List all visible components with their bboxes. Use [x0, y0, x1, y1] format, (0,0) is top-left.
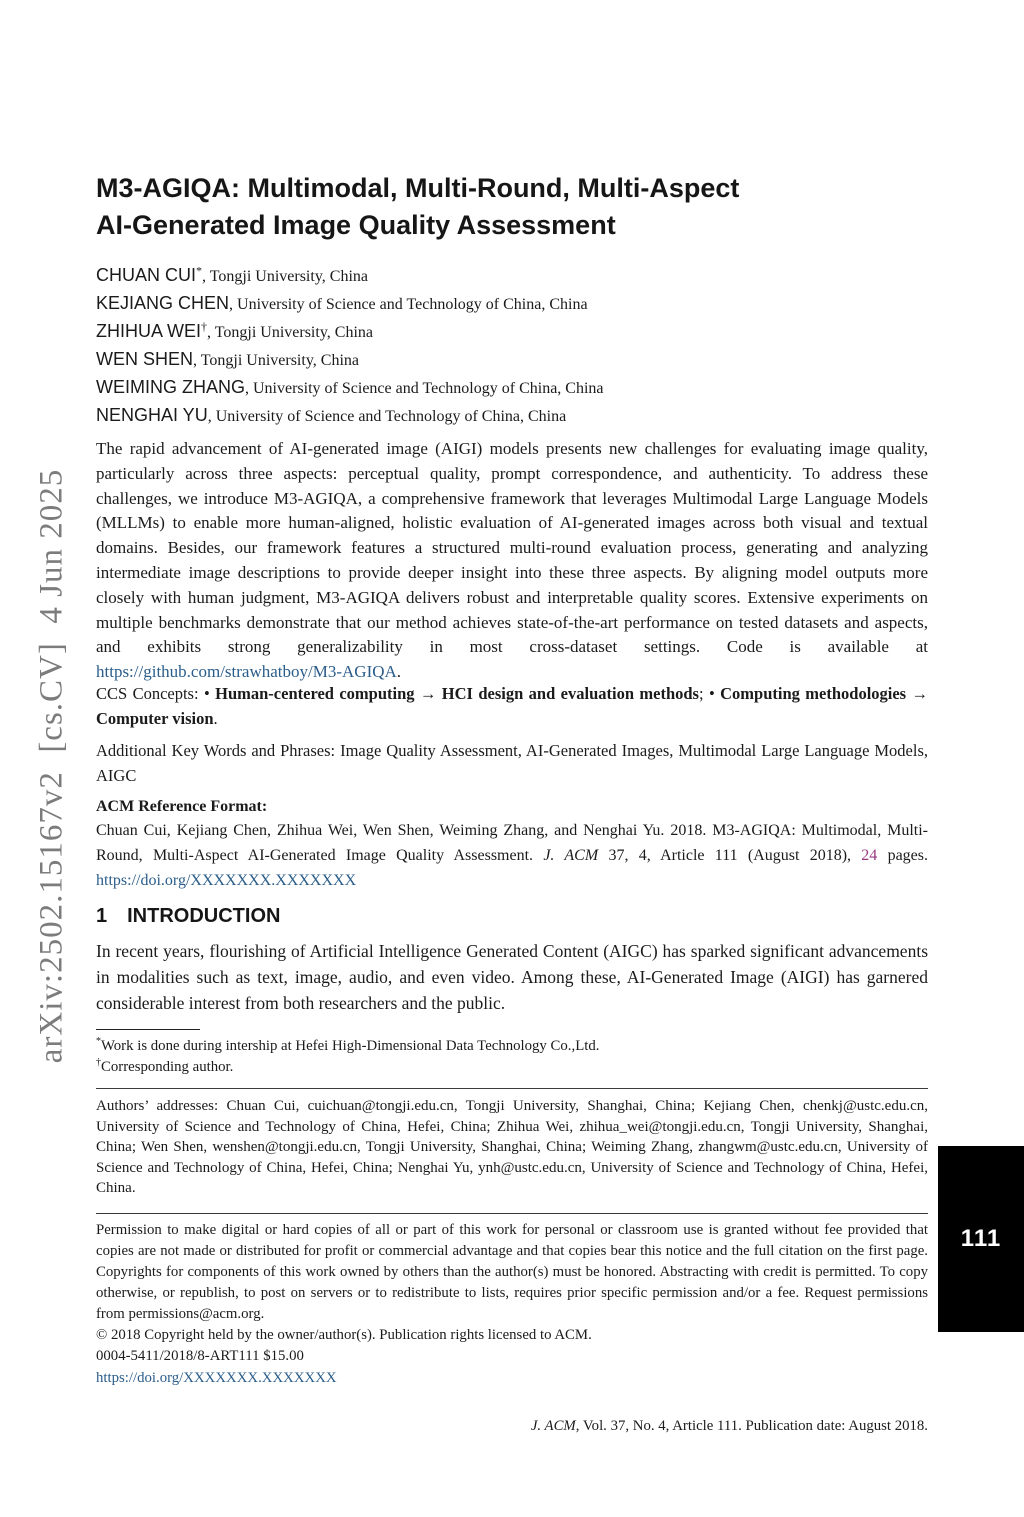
footnote-star-text: Work is done during intership at Hefei High-Dimensional Data Technology Co.,Ltd.: [101, 1038, 600, 1054]
citation-mid: 37, 4, Article 111 (August 2018),: [598, 847, 862, 864]
issn-line: 0004-5411/2018/8-ART111 $15.00: [96, 1348, 304, 1365]
author-affiliation: , Tongji University, China: [207, 324, 373, 341]
abstract-period: .: [396, 662, 402, 682]
footnote-dagger-text: Corresponding author.: [101, 1059, 234, 1075]
backmatter: [96, 1220, 928, 1389]
permission-notice: Permission to make digital or hard copies of all or part of this work for personal or classroom use is granted without fee provided that copies are not made or distributed for profit or commercial advantage and that copies bear this notice and the full citation on the first page. Copyrights for components of this work owned by others than the author(s) must be honored. Abstracting with credit is permitted. To copy otherwise, or republish, to post on servers or to redistribute to lists, requires prior specific permission and/or a fee. Request permissions from permissions@acm.org.: [96, 1222, 928, 1322]
ccs-separator: ; •: [698, 684, 721, 703]
footnote-star-marker: *: [96, 1036, 101, 1048]
ccs-concept-group1: Human-centered computing → HCI design and evaluation methods: [215, 684, 699, 703]
citation-pages-count: 24: [861, 847, 878, 864]
page-footer: [96, 1418, 928, 1435]
page-number: 111: [960, 1225, 1002, 1252]
page-number-badge: [938, 1146, 1024, 1332]
divider-rule-top: [96, 1088, 928, 1089]
introduction-paragraph: In recent years, flourishing of Artificial Intelligence Generated Content (AIGC) has sparked significant advancements in modalities such as text, image, audio, and even video. Among these, AI-Generated Image (AIGI) has garnered considerable interest from both researchers and the public.: [96, 941, 928, 1013]
author-row: [96, 290, 928, 318]
acm-reference-citation: [96, 818, 928, 893]
footnote-dagger-marker: †: [96, 1057, 101, 1069]
author-footnote-marker: *: [196, 263, 203, 278]
author-name: WEN SHEN: [96, 349, 194, 369]
backmatter-doi-link[interactable]: https://doi.org/XXXXXXX.XXXXXXX: [96, 1369, 337, 1386]
abstract: [96, 437, 928, 685]
author-affiliation: , Tongji University, China: [202, 268, 368, 285]
author-row: [96, 318, 928, 346]
copyright-line: © 2018 Copyright held by the owner/author(s). Publication rights licensed to ACM.: [96, 1326, 592, 1343]
section-number: 1: [96, 905, 108, 927]
ccs-prefix: CCS Concepts: •: [96, 684, 216, 703]
author-affiliation: , University of Science and Technology of China, China: [245, 380, 604, 397]
author-row: [96, 402, 928, 430]
arxiv-banner: arXiv:2502.15167v2 [cs.CV] 4 Jun 2025: [33, 468, 70, 1064]
author-row: [96, 374, 928, 402]
keywords: Additional Key Words and Phrases: Image Quality Assessment, AI-Generated Images, Multimodal Large Language Models, AIGC: [96, 741, 928, 785]
citation-doi-link[interactable]: https://doi.org/XXXXXXX.XXXXXXX: [96, 872, 357, 889]
ccs-concepts: [96, 681, 928, 731]
paper-title-line1: M3-AGIQA: Multimodal, Multi-Round, Multi-Aspect: [96, 173, 740, 203]
author-list: [96, 262, 928, 430]
abstract-text: The rapid advancement of AI-generated image (AIGI) models presents new challenges for evaluating image quality, particularly across three aspects: perceptual quality, prompt correspondence, and authenticity. To address these challenges, we introduce M3-AGIQA, a comprehensive framework that leverages Multimodal Large Language Models (MLLMs) to enable more human-aligned, holistic evaluation of AI-generated images across both visual and textual domains. Besides, our framework features a structured multi-round evaluation process, generating and analyzing intermediate image descriptions to provide deeper insight into these three aspects. By aligning model outputs more closely with human judgment, M3-AGIQA delivers robust and interpretable quality scores. Extensive experiments on multiple benchmarks demonstrate that our method achieves state-of-the-art performance on tested datasets and aspects, and exhibits strong generalizability in most cross-dataset settings. Code is available at: [96, 439, 928, 657]
footnote-star: [96, 1036, 928, 1057]
divider-rule-bottom: [96, 1213, 928, 1214]
author-affiliation: , Tongji University, China: [193, 352, 359, 369]
author-affiliation: , University of Science and Technology of China, China: [229, 296, 588, 313]
author-row: [96, 262, 928, 290]
paper-title-line2: AI-Generated Image Quality Assessment: [96, 210, 616, 240]
footnote-rule: [96, 1029, 200, 1030]
author-affiliation: , University of Science and Technology of China, China: [207, 408, 567, 425]
acm-reference: [96, 795, 928, 893]
author-name: ZHIHUA WEI: [96, 321, 202, 341]
author-name: CHUAN CUI: [96, 265, 197, 285]
author-name: KEJIANG CHEN: [96, 293, 230, 313]
author-name: WEIMING ZHANG: [96, 377, 245, 397]
citation-end: pages.: [877, 847, 928, 864]
footer-journal: J. ACM: [530, 1418, 576, 1434]
footer-citation: , Vol. 37, No. 4, Article 111. Publication date: August 2018.: [575, 1418, 928, 1434]
footnotes: [96, 1036, 928, 1078]
citation-start: Chuan Cui, Kejiang Chen, Zhihua Wei, Wen Shen, Weiming Zhang, and Nenghai Yu. 2018. M3-AGIQA: Multimodal, Multi-Round, Multi-Aspect AI-Generated Image Quality Assessment.: [96, 822, 928, 864]
github-link[interactable]: https://github.com/strawhatboy/M3-AGIQA: [96, 662, 397, 682]
author-footnote-marker: †: [201, 319, 208, 334]
paper-title: [96, 170, 928, 244]
ccs-concept-group2: Computing methodologies → Computer vision: [96, 684, 928, 728]
author-row: [96, 346, 928, 374]
footnote-dagger: [96, 1057, 928, 1078]
authors-addresses: Authors’ addresses: Chuan Cui, cuichuan@tongji.edu.cn, Tongji University, Shanghai, China; Kejiang Chen, chenkj@ustc.edu.cn, University of Science and Technology of China, Hefei, China; Zhihua Wei, zhihua_wei@tongji.edu.cn, Tongji University, Shanghai, China; Wen Shen, wenshen@tongji.edu.cn, Tongji University, Shanghai, China; Weiming Zhang, zhangwm@ustc.edu.cn, University of Science and Technology of China, Hefei, China; Nenghai Yu, ynh@ustc.edu.cn, University of Science and Technology of China, Hefei, China.: [96, 1098, 928, 1197]
author-name: NENGHAI YU: [96, 405, 208, 425]
citation-journal: J. ACM: [543, 847, 599, 864]
section-title: INTRODUCTION: [127, 905, 281, 927]
ccs-period: .: [213, 709, 218, 728]
section-heading-introduction: [96, 905, 928, 928]
acm-reference-heading: ACM Reference Format:: [96, 798, 268, 815]
